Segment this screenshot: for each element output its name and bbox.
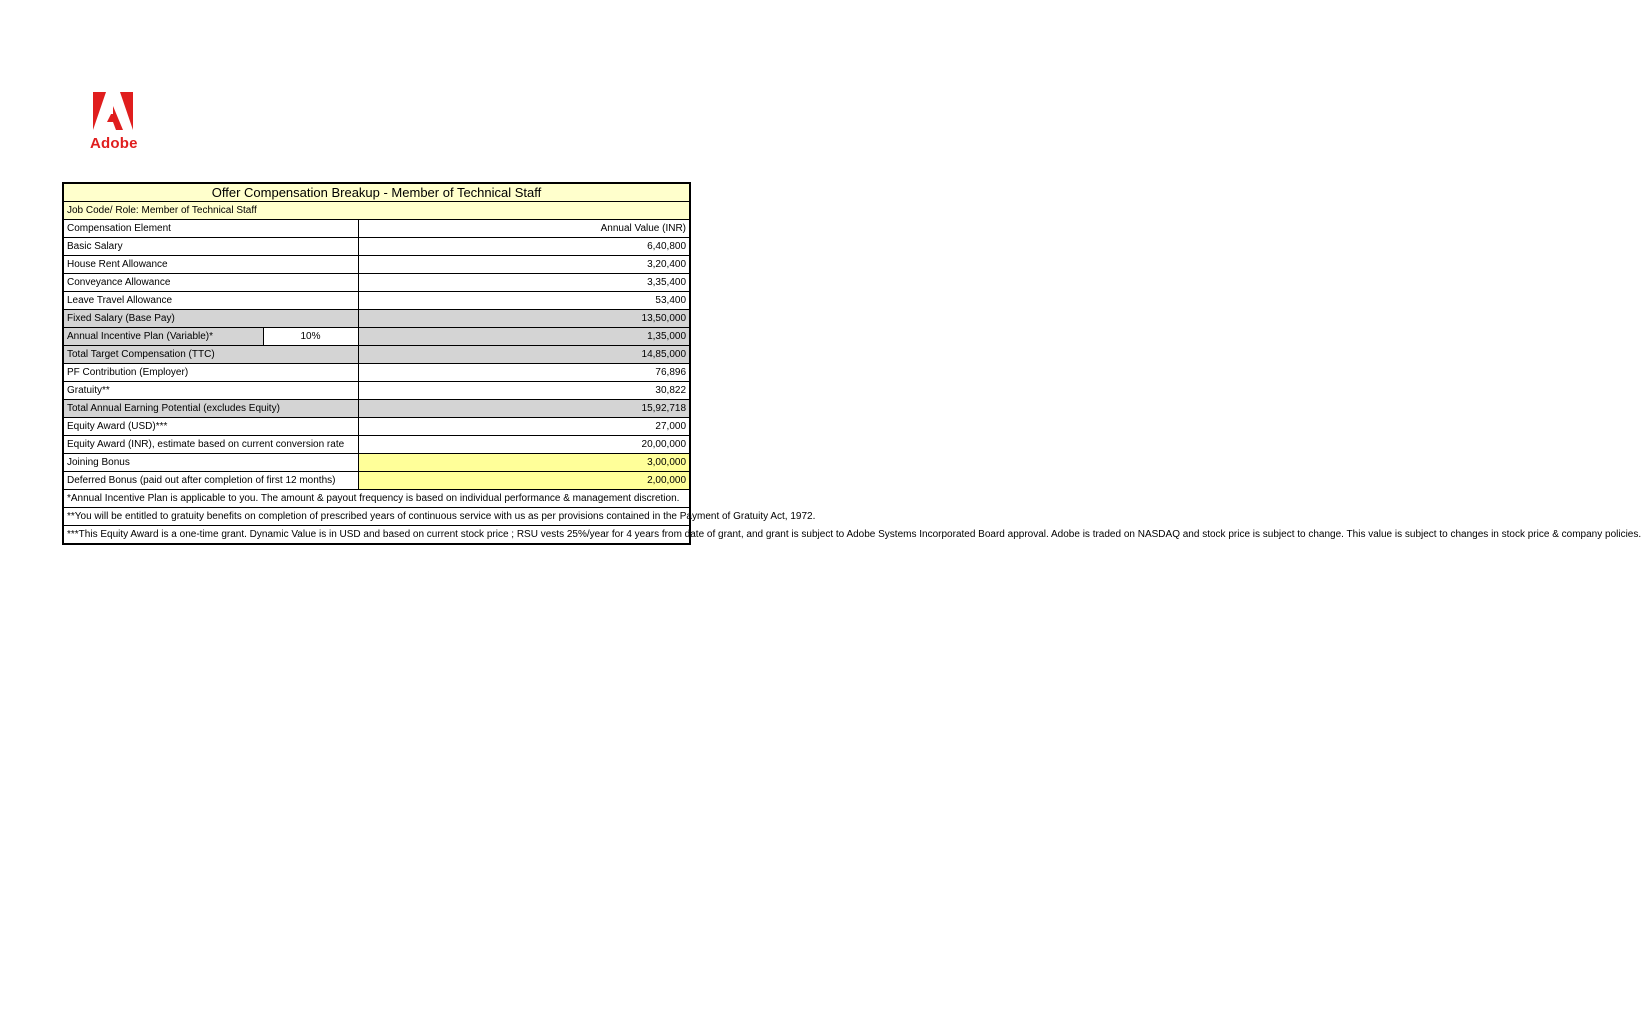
table-row bbox=[63, 328, 690, 346]
row-value: 20,00,000 bbox=[358, 436, 690, 454]
table-title: Offer Compensation Breakup - Member of Technical Staff bbox=[63, 183, 690, 202]
table-row bbox=[63, 256, 690, 274]
table-row bbox=[63, 418, 690, 436]
row-label: Annual Incentive Plan (Variable)* bbox=[63, 328, 263, 346]
table-row bbox=[63, 238, 690, 256]
row-label: Basic Salary bbox=[63, 238, 358, 256]
job-code: Job Code/ Role: Member of Technical Staff bbox=[63, 202, 690, 220]
row-value: 27,000 bbox=[358, 418, 690, 436]
row-label: House Rent Allowance bbox=[63, 256, 358, 274]
header-value: Annual Value (INR) bbox=[358, 220, 690, 238]
table-row bbox=[63, 292, 690, 310]
row-value: 30,822 bbox=[358, 382, 690, 400]
row-label: Equity Award (USD)*** bbox=[63, 418, 358, 436]
row-value: 3,35,400 bbox=[358, 274, 690, 292]
table-row bbox=[63, 454, 690, 472]
row-value: 53,400 bbox=[358, 292, 690, 310]
row-value: 14,85,000 bbox=[358, 346, 690, 364]
row-value: 3,20,400 bbox=[358, 256, 690, 274]
table-row bbox=[63, 382, 690, 400]
row-percent: 10% bbox=[263, 328, 358, 346]
row-label: Total Annual Earning Potential (excludes Equity) bbox=[63, 400, 358, 418]
row-label: Leave Travel Allowance bbox=[63, 292, 358, 310]
table-row bbox=[63, 310, 690, 328]
table-row bbox=[63, 346, 690, 364]
row-label: PF Contribution (Employer) bbox=[63, 364, 358, 382]
row-value: 1,35,000 bbox=[358, 328, 690, 346]
row-value: 6,40,800 bbox=[358, 238, 690, 256]
row-value: 3,00,000 bbox=[358, 454, 690, 472]
header-element: Compensation Element bbox=[63, 220, 358, 238]
row-value: 15,92,718 bbox=[358, 400, 690, 418]
row-value: 2,00,000 bbox=[358, 472, 690, 490]
row-label: Equity Award (INR), estimate based on current conversion rate bbox=[63, 436, 358, 454]
row-label: Fixed Salary (Base Pay) bbox=[63, 310, 358, 328]
row-label: Gratuity** bbox=[63, 382, 358, 400]
footnote-gratuity: **You will be entitled to gratuity benefits on completion of prescribed years of continuous service with us as per provisions contained in the Payment of Gratuity Act, 1972. bbox=[63, 508, 690, 526]
row-label: Total Target Compensation (TTC) bbox=[63, 346, 358, 364]
adobe-logo bbox=[90, 92, 136, 152]
adobe-logo-icon bbox=[90, 92, 136, 134]
table-row bbox=[63, 400, 690, 418]
table-row bbox=[63, 274, 690, 292]
logo-text: Adobe bbox=[90, 135, 138, 152]
row-value: 76,896 bbox=[358, 364, 690, 382]
row-label: Joining Bonus bbox=[63, 454, 358, 472]
table-row bbox=[63, 436, 690, 454]
row-value: 13,50,000 bbox=[358, 310, 690, 328]
footnote-incentive: *Annual Incentive Plan is applicable to you. The amount & payout frequency is based on individual performance & management discretion. bbox=[63, 490, 690, 508]
table-row bbox=[63, 364, 690, 382]
row-label: Deferred Bonus (paid out after completion of first 12 months) bbox=[63, 472, 358, 490]
compensation-table bbox=[62, 182, 1641, 545]
table-row bbox=[63, 472, 690, 490]
footnote-equity: ***This Equity Award is a one-time grant. Dynamic Value is in USD and based on current stock price ; RSU vests 25%/year for 4 years from date of grant, and grant is subject to Adobe Systems Incorporated Board approval. Adobe is traded on NASDAQ and stock price is subject to change. This value is subject to changes in stock price & company policies. bbox=[63, 526, 690, 545]
row-label: Conveyance Allowance bbox=[63, 274, 358, 292]
